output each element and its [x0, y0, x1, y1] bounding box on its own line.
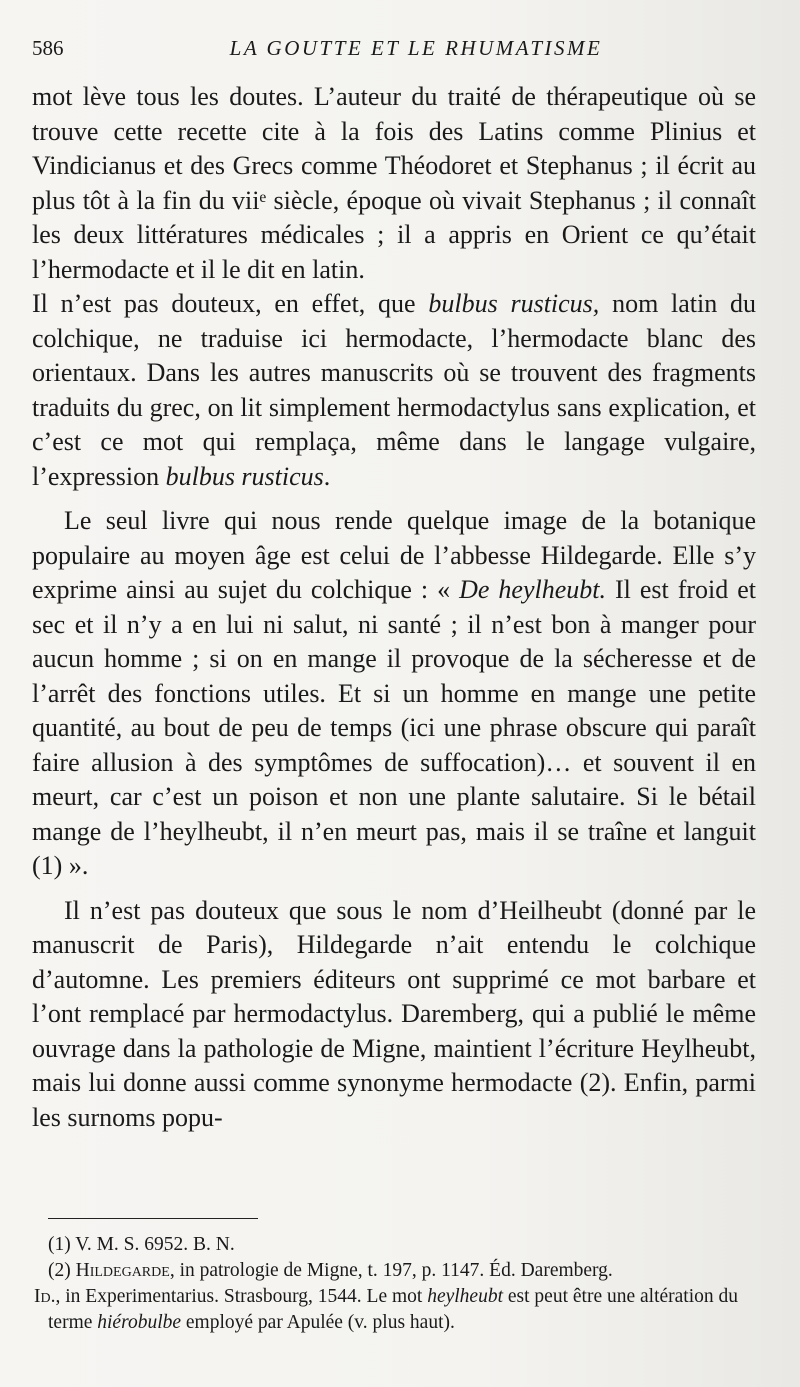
paragraph-3: [32, 504, 756, 884]
italic-term: heylheubt: [427, 1286, 504, 1307]
italic-term: hiérobulbe: [97, 1312, 182, 1333]
italic-term: bulbus rusticus,: [428, 289, 600, 318]
footnotes: [34, 1232, 778, 1336]
italic-term: bulbus rusticus: [165, 461, 324, 491]
footnote-2-continued: [34, 1284, 778, 1336]
footnote-2: [48, 1258, 778, 1284]
ibid-abbrev: Id.: [34, 1286, 56, 1307]
text-run: est peut être une altération du terme: [48, 1286, 739, 1333]
text-run: employé par Apulée (v. plus haut).: [181, 1312, 455, 1333]
running-title: LA GOUTTE ET LE RHUMATISME: [229, 36, 603, 60]
italic-term: De heylheubt.: [459, 575, 606, 604]
text-run: , in Experimentarius. Strasbourg, 1544. Le mot: [55, 1286, 428, 1307]
page-number: 586: [32, 36, 64, 60]
paragraph-1: mot lève tous les doutes. L’auteur du traité de thérapeutique où se trouve cette recette cite à la fois des Latins comme Plinius et Vindicianus et des Grecs comme Théodoret et Stephanus ; il écrit au plus tôt à la fin du viiᵉ siècle, époque où vivait Stephanus ; il connaît les deux littératures médicales ; il a appris en Orient ce qu’était l’hermodacte et il le dit en latin.: [32, 82, 756, 284]
text-run: Le seul livre qui nous rende quelque image de la botanique populaire au moyen âge est celui de l’abbesse Hildegarde. Elle s’y exprime ainsi au sujet du colchique : «: [32, 506, 756, 604]
author-name: Hildegarde: [75, 1260, 170, 1281]
text-run: nom latin du colchique, ne traduise ici hermodacte, l’hermodacte blanc des orientaux. Dans les autres manuscrits où se trouvent des fragments traduits du grec, on lit simplement hermodactylus sans explication, et c’est ce mot qui remplaça, même dans le langage vulgaire, l’expression: [32, 289, 757, 491]
text-run: .: [323, 461, 331, 491]
footnote-divider: [48, 1218, 258, 1219]
text-run: Il est froid et sec et il n’y a en lui ni salut, ni santé ; il n’est bon à manger pour aucun homme ; si on en mange il provoque de la sécheresse et de l’arrêt des fonctions utiles. Et si un homme en mange une petite quantité, au bout de peu de temps (ici une phrase obscure qui paraît faire allusion à des symptômes de suffocation)… et souvent il en meurt, car c’est un poison et non une plante salutaire. Si le bétail mange de l’heylheubt, il n’en meurt pas, mais il se traîne et languit (1) ».: [32, 575, 756, 880]
main-text: [32, 80, 756, 1135]
text-run: (2): [48, 1260, 76, 1281]
footnote-1: (1) V. M. S. 6952. B. N.: [48, 1234, 235, 1255]
page-header: [32, 36, 760, 66]
text-run: Il n’est pas douteux, en effet, que: [32, 289, 429, 318]
paragraph-2: [32, 287, 756, 494]
text-run: , in patrologie de Migne, t. 197, p. 1147. Éd. Daremberg.: [169, 1260, 613, 1281]
paragraph-4: Il n’est pas douteux que sous le nom d’Heilheubt (donné par le manuscrit de Paris), Hildegarde n’ait entendu le colchique d’automne. Les premiers éditeurs ont supprimé ce mot barbare et l’ont remplacé par hermodactylus. Daremberg, qui a publié le même ouvrage dans la pathologie de Migne, maintient l’écriture Heylheubt, mais lui donne aussi comme synonyme hermodacte (2). Enfin, parmi les surnoms popu-: [32, 895, 756, 1132]
